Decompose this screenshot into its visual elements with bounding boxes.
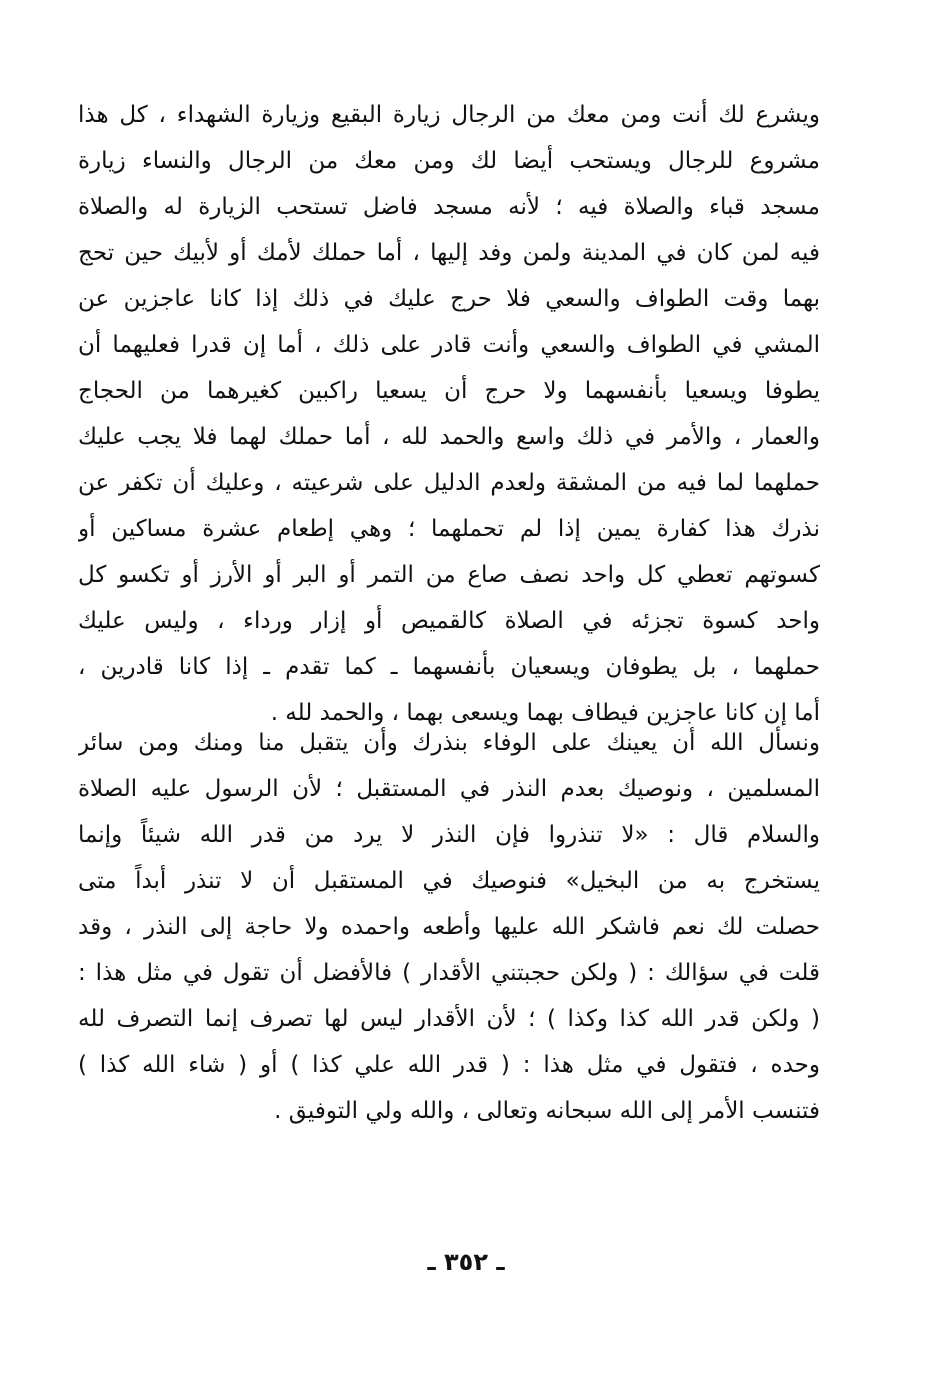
paragraph-line: قلت في سؤالك : ( ولكن حجبتني الأقدار ) فالأفضل أن تقول في مثل هذا : (78, 960, 820, 986)
hadith-quote-line: والسلام قال : «لا تنذروا فإن النذر لا يرد من قدر الله شيئاً وإنما (78, 822, 820, 848)
paragraph-line: بهما وقت الطواف والسعي فلا حرج عليك في ذلك إذا كانا عاجزين عن (78, 286, 820, 312)
paragraph-line: كسوتهم تعطي كل واحد نصف صاع من التمر أو البر أو الأرز أو تكسو كل (78, 562, 820, 588)
paragraph-line: حصلت لك نعم فاشكر الله عليها وأطعه واحمده ولا حاجة إلى النذر ، وقد (78, 914, 820, 940)
paragraph-line: مشروع للرجال ويستحب أيضا لك ومن معك من الرجال والنساء زيارة (78, 148, 820, 174)
paragraph-line: واحد كسوة تجزئه في الصلاة كالقميص أو إزار ورداء ، وليس عليك (78, 608, 820, 634)
paragraph-line: مسجد قباء والصلاة فيه ؛ لأنه مسجد فاضل تستحب الزيارة له والصلاة (78, 194, 820, 220)
paragraph-line: ونسأل الله أن يعينك على الوفاء بنذرك وأن يتقبل منا ومنك ومن سائر (78, 730, 820, 756)
paragraph-line: وحده ، فتقول في مثل هذا : ( قدر الله علي كذا ) أو ( شاء الله كذا ) (78, 1052, 820, 1078)
paragraph-2 (78, 720, 820, 1134)
paragraph-line: فتنسب الأمر إلى الله سبحانه وتعالى ، والله ولي التوفيق . (274, 1098, 820, 1124)
paragraph-line: المشي في الطواف والسعي وأنت قادر على ذلك ، أما إن قدرا فعليهما أن (78, 332, 820, 358)
paragraph-1 (78, 92, 820, 736)
paragraph-line: ( ولكن قدر الله كذا وكذا ) ؛ لأن الأقدار ليس لها تصرف إنما التصرف لله (78, 1006, 820, 1032)
paragraph-line: والعمار ، والأمر في ذلك واسع والحمد لله ، أما حملك لهما فلا يجب عليك (78, 424, 820, 450)
paragraph-line: ويشرع لك أنت ومن معك من الرجال زيارة البقيع وزيارة الشهداء ، كل هذا (78, 102, 820, 128)
paragraph-line: حملهما لما فيه من المشقة ولعدم الدليل على شرعيته ، وعليك أن تكفر عن (78, 470, 820, 496)
paragraph-line: أما إن كانا عاجزين فيطاف بهما ويسعى بهما ، والحمد لله . (270, 700, 820, 726)
paragraph-line: فيه لمن كان في المدينة ولمن وفد إليها ، أما حملك لأمك أو لأبيك حين تحج (78, 240, 820, 266)
paragraph-line: يطوفا ويسعيا بأنفسهما ولا حرج أن يسعيا راكبين كغيرهما من الحجاج (78, 378, 820, 404)
page-number: ـ ٣٥٢ ـ (427, 1248, 505, 1276)
hadith-quote-line: يستخرج به من البخيل» فنوصيك في المستقبل أن لا تنذر أبداً متى (78, 868, 820, 894)
paragraph-line: نذرك هذا كفارة يمين إذا لم تحملهما ؛ وهي إطعام عشرة مساكين أو (78, 516, 820, 542)
paragraph-line: المسلمين ، ونوصيك بعدم النذر في المستقبل ؛ لأن الرسول عليه الصلاة (78, 776, 820, 802)
paragraph-line: حملهما ، بل يطوفان ويسعيان بأنفسهما ـ كما تقدم ـ إذا كانا قادرين ، (78, 654, 820, 680)
